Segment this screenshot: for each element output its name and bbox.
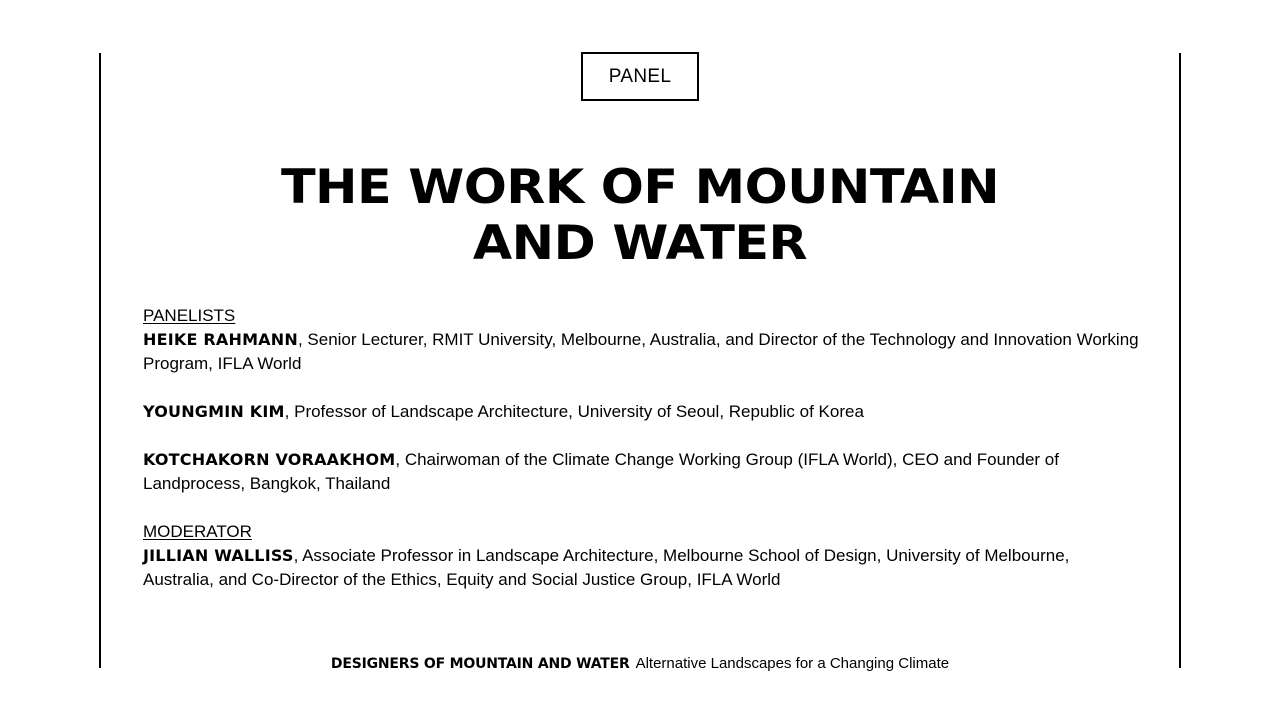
panelist-description: , Professor of Landscape Architecture, University of Seoul, Republic of Korea: [284, 402, 864, 421]
footer: [0, 654, 1280, 674]
moderator-heading: MODERATOR: [143, 522, 252, 541]
panel-tag-label: PANEL: [608, 65, 672, 87]
speakers-section: [143, 304, 1143, 616]
panelist-description: , Chairwoman of the Climate Change Working Group (IFLA World), CEO and Founder of Landprocess, Bangkok, Thailand: [143, 450, 1059, 493]
panelist-entry: [143, 304, 1143, 376]
panelists-heading: PANELISTS: [143, 306, 236, 325]
panelist-entry: [143, 400, 1143, 424]
right-border-line: [1179, 53, 1181, 668]
panelist-name: HEIKE RAHMANN: [143, 330, 298, 349]
title-line-1: THE WORK OF MOUNTAIN: [280, 160, 1000, 215]
moderator-description: , Associate Professor in Landscape Architecture, Melbourne School of Design, University of Melbourne, Australia, and Co-Director of the Ethics, Equity and Social Justice Group, IFLA World: [143, 546, 1070, 589]
panelist-name: KOTCHAKORN VORAAKHOM: [143, 450, 396, 469]
panelist-description: , Senior Lecturer, RMIT University, Melbourne, Australia, and Director of the Technology and Innovation Working Program, IFLA World: [143, 330, 1139, 373]
panel-tag: [581, 52, 699, 101]
page-title: [0, 160, 1280, 272]
moderator-name: JILLIAN WALLISS: [143, 546, 294, 565]
left-border-line: [99, 53, 101, 668]
panelist-name: YOUNGMIN KIM: [143, 402, 285, 421]
footer-series-title: DESIGNERS OF MOUNTAIN AND WATER: [330, 656, 630, 672]
footer-subtitle: Alternative Landscapes for a Changing Climate: [635, 655, 950, 672]
panelist-entry: [143, 448, 1143, 496]
moderator-entry: [143, 520, 1143, 592]
title-line-2: AND WATER: [472, 216, 808, 271]
